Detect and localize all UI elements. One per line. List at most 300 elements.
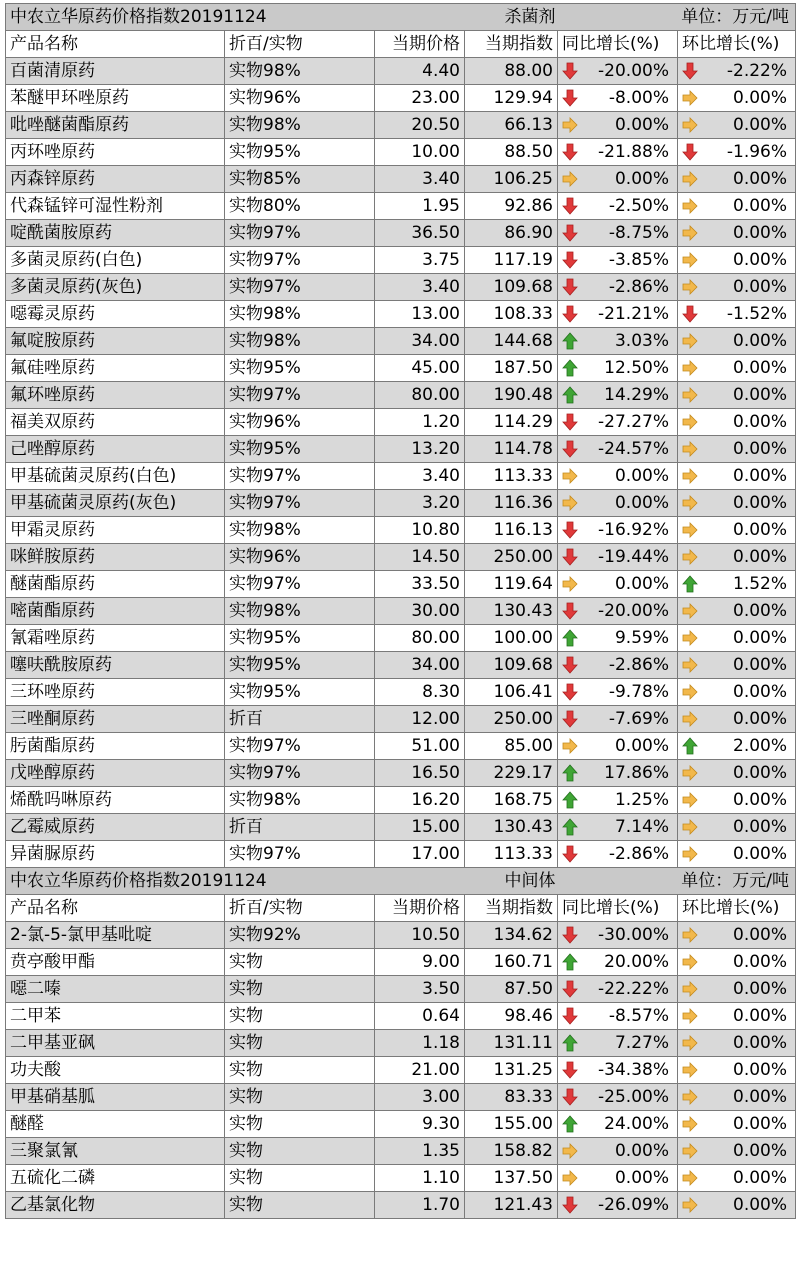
table-row <box>6 679 796 706</box>
right-arrow-icon <box>682 170 698 188</box>
current-index: 229.17 <box>465 760 558 787</box>
yoy-growth <box>558 760 678 787</box>
right-arrow-icon <box>682 764 698 782</box>
right-arrow-icon <box>562 1142 578 1160</box>
growth-value: -20.00% <box>598 601 669 621</box>
yoy-growth <box>558 1138 678 1165</box>
product-spec: 实物95% <box>225 679 375 706</box>
column-header: 当期价格 <box>375 895 465 922</box>
table-row <box>6 949 796 976</box>
product-name: 噁霉灵原药 <box>6 301 225 328</box>
down-arrow-icon <box>562 710 578 728</box>
product-name: 甲基硫菌灵原药(灰色) <box>6 490 225 517</box>
price-index-document <box>5 3 795 1219</box>
section-unit: 单位：万元/吨 <box>558 868 796 895</box>
current-index: 131.11 <box>465 1030 558 1057</box>
product-spec: 实物 <box>225 1057 375 1084</box>
growth-value: 0.00% <box>733 952 788 972</box>
table-row <box>6 625 796 652</box>
down-arrow-icon <box>562 278 578 296</box>
product-name: 代森锰锌可湿性粉剂 <box>6 193 225 220</box>
growth-value: 12.50% <box>604 358 669 378</box>
product-name: 氰霜唑原药 <box>6 625 225 652</box>
down-arrow-icon <box>682 305 698 323</box>
growth-cell <box>562 652 673 678</box>
product-spec: 实物 <box>225 949 375 976</box>
mom-growth <box>678 328 796 355</box>
current-price: 80.00 <box>375 625 465 652</box>
growth-value: -19.44% <box>598 547 669 567</box>
product-name: 氟环唑原药 <box>6 382 225 409</box>
growth-value: 2.00% <box>733 736 788 756</box>
product-spec: 实物97% <box>225 274 375 301</box>
down-arrow-icon <box>562 656 578 674</box>
current-price: 51.00 <box>375 733 465 760</box>
current-index: 66.13 <box>465 112 558 139</box>
table-row <box>6 328 796 355</box>
growth-cell <box>562 949 673 975</box>
down-arrow-icon <box>562 980 578 998</box>
growth-cell <box>562 220 673 246</box>
table-row <box>6 463 796 490</box>
table-row <box>6 976 796 1003</box>
product-name: 三唑酮原药 <box>6 706 225 733</box>
product-spec: 实物97% <box>225 382 375 409</box>
down-arrow-icon <box>562 683 578 701</box>
growth-cell <box>682 1030 791 1056</box>
growth-value: 0.00% <box>733 709 788 729</box>
yoy-growth <box>558 679 678 706</box>
growth-cell <box>682 1192 791 1218</box>
yoy-growth <box>558 1057 678 1084</box>
table-row <box>6 733 796 760</box>
growth-value: 0.00% <box>733 682 788 702</box>
current-index: 250.00 <box>465 544 558 571</box>
product-spec: 折百 <box>225 814 375 841</box>
current-price: 13.20 <box>375 436 465 463</box>
growth-value: 0.00% <box>733 1141 788 1161</box>
section-title: 中农立华原药价格指数20191124 <box>6 4 465 31</box>
growth-cell <box>682 85 791 111</box>
mom-growth <box>678 706 796 733</box>
down-arrow-icon <box>562 602 578 620</box>
yoy-growth <box>558 706 678 733</box>
growth-cell <box>682 328 791 354</box>
mom-growth <box>678 544 796 571</box>
up-arrow-icon <box>562 1034 578 1052</box>
yoy-growth <box>558 247 678 274</box>
current-price: 1.18 <box>375 1030 465 1057</box>
growth-value: 0.00% <box>614 1141 669 1161</box>
product-spec: 实物96% <box>225 85 375 112</box>
growth-cell <box>682 922 791 948</box>
column-header: 当期指数 <box>465 895 558 922</box>
right-arrow-icon <box>682 602 698 620</box>
column-header: 同比增长(%) <box>558 31 678 58</box>
current-price: 3.40 <box>375 166 465 193</box>
product-spec: 实物 <box>225 1165 375 1192</box>
current-price: 1.70 <box>375 1192 465 1219</box>
growth-value: 0.00% <box>733 1114 788 1134</box>
table-row <box>6 220 796 247</box>
right-arrow-icon <box>682 1007 698 1025</box>
table-row <box>6 85 796 112</box>
right-arrow-icon <box>682 332 698 350</box>
yoy-growth <box>558 652 678 679</box>
growth-value: 0.00% <box>733 115 788 135</box>
product-spec: 实物92% <box>225 922 375 949</box>
mom-growth <box>678 1138 796 1165</box>
up-arrow-icon <box>562 791 578 809</box>
product-name: 苯醚甲环唑原药 <box>6 85 225 112</box>
yoy-growth <box>558 571 678 598</box>
right-arrow-icon <box>682 1088 698 1106</box>
product-spec: 实物 <box>225 1192 375 1219</box>
growth-cell <box>562 976 673 1002</box>
mom-growth <box>678 1057 796 1084</box>
current-price: 20.50 <box>375 112 465 139</box>
growth-cell <box>562 1111 673 1137</box>
current-index: 131.25 <box>465 1057 558 1084</box>
current-index: 83.33 <box>465 1084 558 1111</box>
down-arrow-icon <box>562 413 578 431</box>
product-spec: 实物 <box>225 1138 375 1165</box>
product-name: 氟啶胺原药 <box>6 328 225 355</box>
right-arrow-icon <box>682 494 698 512</box>
product-name: 乙霉威原药 <box>6 814 225 841</box>
growth-value: 0.00% <box>733 88 788 108</box>
growth-value: 0.00% <box>733 979 788 999</box>
current-index: 92.86 <box>465 193 558 220</box>
growth-cell <box>682 247 791 273</box>
mom-growth <box>678 463 796 490</box>
right-arrow-icon <box>682 710 698 728</box>
current-price: 34.00 <box>375 328 465 355</box>
product-name: 噁二嗪 <box>6 976 225 1003</box>
table-row <box>6 841 796 868</box>
growth-value: -26.09% <box>598 1195 669 1215</box>
right-arrow-icon <box>682 629 698 647</box>
product-name: 三聚氯氰 <box>6 1138 225 1165</box>
product-spec: 实物96% <box>225 544 375 571</box>
current-index: 109.68 <box>465 274 558 301</box>
down-arrow-icon <box>562 1061 578 1079</box>
right-arrow-icon <box>682 1169 698 1187</box>
growth-cell <box>682 193 791 219</box>
yoy-growth <box>558 328 678 355</box>
section-title-row <box>6 868 796 895</box>
growth-cell <box>562 517 673 543</box>
up-arrow-icon <box>562 818 578 836</box>
table-row <box>6 139 796 166</box>
growth-value: 0.00% <box>733 763 788 783</box>
mom-growth <box>678 733 796 760</box>
current-price: 15.00 <box>375 814 465 841</box>
current-price: 10.80 <box>375 517 465 544</box>
mom-growth <box>678 571 796 598</box>
yoy-growth <box>558 787 678 814</box>
growth-cell <box>682 598 791 624</box>
section-title: 中农立华原药价格指数20191124 <box>6 868 465 895</box>
growth-cell <box>682 706 791 732</box>
down-arrow-icon <box>562 89 578 107</box>
yoy-growth <box>558 382 678 409</box>
current-index: 134.62 <box>465 922 558 949</box>
up-arrow-icon <box>562 1115 578 1133</box>
column-header: 折百/实物 <box>225 895 375 922</box>
right-arrow-icon <box>562 116 578 134</box>
mom-growth <box>678 976 796 1003</box>
yoy-growth <box>558 166 678 193</box>
table-row <box>6 1192 796 1219</box>
right-arrow-icon <box>682 683 698 701</box>
growth-cell <box>682 814 791 840</box>
growth-cell <box>682 355 791 381</box>
product-spec: 实物97% <box>225 490 375 517</box>
growth-cell <box>682 841 791 867</box>
current-price: 3.20 <box>375 490 465 517</box>
down-arrow-icon <box>562 143 578 161</box>
section-category: 中间体 <box>465 868 558 895</box>
table-row <box>6 58 796 85</box>
growth-cell <box>682 949 791 975</box>
current-price: 10.00 <box>375 139 465 166</box>
growth-value: -24.57% <box>598 439 669 459</box>
down-arrow-icon <box>562 845 578 863</box>
yoy-growth <box>558 355 678 382</box>
current-price: 0.64 <box>375 1003 465 1030</box>
down-arrow-icon <box>562 521 578 539</box>
down-arrow-icon <box>562 440 578 458</box>
yoy-growth <box>558 1111 678 1138</box>
growth-cell <box>562 463 673 489</box>
current-index: 106.41 <box>465 679 558 706</box>
current-price: 3.40 <box>375 463 465 490</box>
product-spec: 实物95% <box>225 436 375 463</box>
current-index: 168.75 <box>465 787 558 814</box>
growth-cell <box>562 571 673 597</box>
right-arrow-icon <box>682 980 698 998</box>
mom-growth <box>678 517 796 544</box>
current-index: 119.64 <box>465 571 558 598</box>
right-arrow-icon <box>562 737 578 755</box>
table-row <box>6 571 796 598</box>
growth-cell <box>682 787 791 813</box>
growth-cell <box>682 436 791 462</box>
current-index: 114.29 <box>465 409 558 436</box>
current-index: 86.90 <box>465 220 558 247</box>
product-spec: 实物98% <box>225 112 375 139</box>
table-row <box>6 1003 796 1030</box>
growth-value: 0.00% <box>733 790 788 810</box>
yoy-growth <box>558 598 678 625</box>
growth-value: 0.00% <box>733 250 788 270</box>
table-row <box>6 544 796 571</box>
right-arrow-icon <box>562 575 578 593</box>
current-index: 160.71 <box>465 949 558 976</box>
current-index: 100.00 <box>465 625 558 652</box>
mom-growth <box>678 193 796 220</box>
right-arrow-icon <box>682 1196 698 1214</box>
yoy-growth <box>558 409 678 436</box>
growth-value: 0.00% <box>733 601 788 621</box>
growth-value: 0.00% <box>733 1006 788 1026</box>
table-row <box>6 814 796 841</box>
current-index: 187.50 <box>465 355 558 382</box>
mom-growth <box>678 166 796 193</box>
right-arrow-icon <box>682 224 698 242</box>
growth-cell <box>562 247 673 273</box>
current-index: 113.33 <box>465 463 558 490</box>
column-header: 当期指数 <box>465 31 558 58</box>
yoy-growth <box>558 220 678 247</box>
right-arrow-icon <box>682 251 698 269</box>
right-arrow-icon <box>682 197 698 215</box>
down-arrow-icon <box>682 62 698 80</box>
current-price: 21.00 <box>375 1057 465 1084</box>
current-price: 13.00 <box>375 301 465 328</box>
right-arrow-icon <box>682 467 698 485</box>
current-index: 88.00 <box>465 58 558 85</box>
growth-value: -8.00% <box>608 88 669 108</box>
mom-growth <box>678 490 796 517</box>
current-index: 137.50 <box>465 1165 558 1192</box>
current-price: 17.00 <box>375 841 465 868</box>
down-arrow-icon <box>562 1007 578 1025</box>
product-spec: 实物80% <box>225 193 375 220</box>
growth-cell <box>562 1084 673 1110</box>
product-name: 氟硅唑原药 <box>6 355 225 382</box>
growth-cell <box>562 193 673 219</box>
product-name: 啶酰菌胺原药 <box>6 220 225 247</box>
section-title-row <box>6 4 796 31</box>
mom-growth <box>678 1003 796 1030</box>
table-row <box>6 436 796 463</box>
growth-value: -8.75% <box>608 223 669 243</box>
current-index: 88.50 <box>465 139 558 166</box>
right-arrow-icon <box>682 359 698 377</box>
growth-value: 14.29% <box>604 385 669 405</box>
growth-value: 3.03% <box>614 331 669 351</box>
table-row <box>6 517 796 544</box>
growth-value: 0.00% <box>733 358 788 378</box>
growth-cell <box>682 1057 791 1083</box>
product-name: 二甲基亚砜 <box>6 1030 225 1057</box>
growth-value: 24.00% <box>604 1114 669 1134</box>
current-price: 3.50 <box>375 976 465 1003</box>
column-header: 同比增长(%) <box>558 895 678 922</box>
current-index: 98.46 <box>465 1003 558 1030</box>
table-row <box>6 193 796 220</box>
current-price: 1.20 <box>375 409 465 436</box>
yoy-growth <box>558 463 678 490</box>
current-price: 23.00 <box>375 85 465 112</box>
right-arrow-icon <box>682 116 698 134</box>
right-arrow-icon <box>682 656 698 674</box>
right-arrow-icon <box>682 413 698 431</box>
growth-cell <box>562 139 673 165</box>
table-row <box>6 1030 796 1057</box>
growth-cell <box>682 1165 791 1191</box>
growth-value: 17.86% <box>604 763 669 783</box>
column-header: 环比增长(%) <box>678 895 796 922</box>
mom-growth <box>678 1084 796 1111</box>
product-spec: 实物97% <box>225 841 375 868</box>
growth-cell <box>562 382 673 408</box>
growth-cell <box>682 58 791 84</box>
product-name: 甲基硫菌灵原药(白色) <box>6 463 225 490</box>
mom-growth <box>678 1165 796 1192</box>
growth-value: -1.96% <box>726 142 788 162</box>
product-spec: 实物97% <box>225 463 375 490</box>
price-index-table <box>5 3 796 1219</box>
growth-cell <box>682 274 791 300</box>
mom-growth <box>678 949 796 976</box>
current-index: 155.00 <box>465 1111 558 1138</box>
product-name: 三环唑原药 <box>6 679 225 706</box>
growth-value: 0.00% <box>733 493 788 513</box>
product-spec: 实物98% <box>225 328 375 355</box>
down-arrow-icon <box>562 548 578 566</box>
growth-value: 0.00% <box>733 385 788 405</box>
section-unit: 单位：万元/吨 <box>558 4 796 31</box>
current-index: 121.43 <box>465 1192 558 1219</box>
growth-cell <box>682 544 791 570</box>
growth-cell <box>562 328 673 354</box>
current-price: 30.00 <box>375 598 465 625</box>
yoy-growth <box>558 490 678 517</box>
mom-growth <box>678 679 796 706</box>
growth-cell <box>562 922 673 948</box>
growth-cell <box>562 625 673 651</box>
growth-cell <box>682 1138 791 1164</box>
up-arrow-icon <box>562 953 578 971</box>
growth-value: 0.00% <box>733 466 788 486</box>
table-row <box>6 112 796 139</box>
table-row <box>6 355 796 382</box>
table-row <box>6 652 796 679</box>
right-arrow-icon <box>562 170 578 188</box>
growth-value: 0.00% <box>614 115 669 135</box>
right-arrow-icon <box>682 845 698 863</box>
product-spec: 实物96% <box>225 409 375 436</box>
growth-cell <box>562 85 673 111</box>
growth-value: -2.86% <box>608 277 669 297</box>
product-spec: 实物98% <box>225 787 375 814</box>
product-name: 咪鲜胺原药 <box>6 544 225 571</box>
yoy-growth <box>558 544 678 571</box>
product-name: 二甲苯 <box>6 1003 225 1030</box>
current-index: 109.68 <box>465 652 558 679</box>
yoy-growth <box>558 1084 678 1111</box>
column-header: 折百/实物 <box>225 31 375 58</box>
growth-cell <box>682 571 791 597</box>
mom-growth <box>678 1192 796 1219</box>
table-row <box>6 490 796 517</box>
growth-value: -3.85% <box>608 250 669 270</box>
growth-cell <box>682 976 791 1002</box>
growth-value: -22.22% <box>598 979 669 999</box>
current-price: 9.00 <box>375 949 465 976</box>
down-arrow-icon <box>562 224 578 242</box>
product-name: 乙基氯化物 <box>6 1192 225 1219</box>
product-spec: 实物85% <box>225 166 375 193</box>
yoy-growth <box>558 112 678 139</box>
growth-value: 0.00% <box>733 925 788 945</box>
product-spec: 实物97% <box>225 760 375 787</box>
current-price: 34.00 <box>375 652 465 679</box>
mom-growth <box>678 274 796 301</box>
